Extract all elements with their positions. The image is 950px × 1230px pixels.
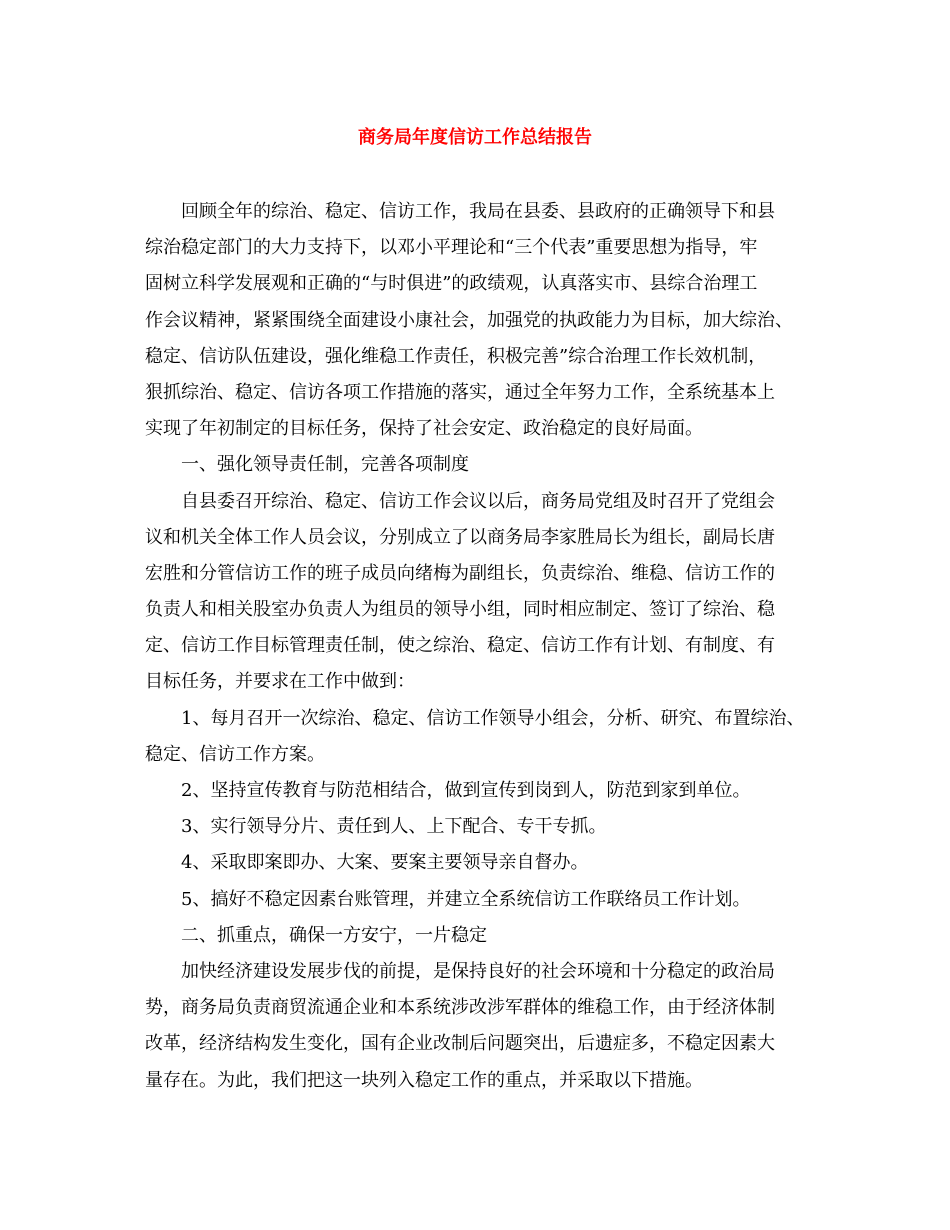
text-line: 稳定、信访工作方案。 xyxy=(145,743,325,765)
text-line: 作会议精神，紧紧围绕全面建设小康社会，加强党的执政能力为目标，加大综治、 xyxy=(145,309,793,331)
text-line: 2、坚持宣传教育与防范相结合，做到宣传到岗到人，防范到家到单位。 xyxy=(181,780,751,801)
text-line: 一、强化领导责任制，完善各项制度 xyxy=(181,454,469,476)
text-line: 定、信访工作目标管理责任制，使之综治、稳定、信访工作有计划、有制度、有 xyxy=(145,635,775,657)
text-line: 实现了年初制定的目标任务，保持了社会安定、政治稳定的良好局面。 xyxy=(145,418,703,440)
text-line: 量存在。为此，我们把这一块列入稳定工作的重点，并采取以下措施。 xyxy=(145,1069,703,1091)
text-line: 稳定、信访队伍建设，强化维稳工作责任，积极完善”综合治理工作长效机制， xyxy=(145,345,767,367)
text-line: 议和机关全体工作人员会议，分别成立了以商务局李家胜局长为组长，副局长唐 xyxy=(145,526,775,548)
text-line: 自县委召开综治、稳定、信访工作会议以后，商务局党组及时召开了党组会 xyxy=(181,490,775,512)
document-body xyxy=(145,194,825,1099)
text-line: 4、采取即案即办、大案、要案主要领导亲自督办。 xyxy=(181,852,589,874)
text-line: 负责人和相关股室办负责人为组员的领导小组，同时相应制定、签订了综治、稳 xyxy=(145,599,775,621)
text-line: 综治稳定部门的大力支持下，以邓小平理论和“三个代表”重要思想为指导，牢 xyxy=(145,237,758,259)
text-line: 回顾全年的综治、稳定、信访工作，我局在县委、县政府的正确领导下和县 xyxy=(181,201,775,222)
text-line: 固树立科学发展观和正确的“与时俱进”的政绩观，认真落实市、县综合治理工 xyxy=(145,273,758,295)
text-line: 狠抓综治、稳定、信访各项工作措施的落实，通过全年努力工作，全系统基本上 xyxy=(145,381,775,403)
text-line: 势，商务局负责商贸流通企业和本系统涉改涉军群体的维稳工作，由于经济体制 xyxy=(145,997,775,1019)
text-line: 3、实行领导分片、责任到人、上下配合、专干专抓。 xyxy=(181,816,607,838)
text-line: 5、搞好不稳定因素台账管理，并建立全系统信访工作联络员工作计划。 xyxy=(181,888,751,910)
text-line: 目标任务，并要求在工作中做到： xyxy=(145,671,415,693)
document-title: 商务局年度信访工作总结报告 xyxy=(358,127,592,148)
text-line: 二、抓重点，确保一方安宁，一片稳定 xyxy=(181,924,487,946)
text-line: 改革，经济结构发生变化，国有企业改制后问题突出，后遗症多，不稳定因素大 xyxy=(145,1033,775,1055)
text-line: 加快经济建设发展步伐的前提，是保持良好的社会环境和十分稳定的政治局 xyxy=(181,960,775,982)
text-line: 宏胜和分管信访工作的班子成员向绪梅为副组长，负责综治、维稳、信访工作的 xyxy=(145,562,775,584)
text-line: 1、每月召开一次综治、稳定、信访工作领导小组会，分析、研究、布置综治、 xyxy=(181,707,805,729)
